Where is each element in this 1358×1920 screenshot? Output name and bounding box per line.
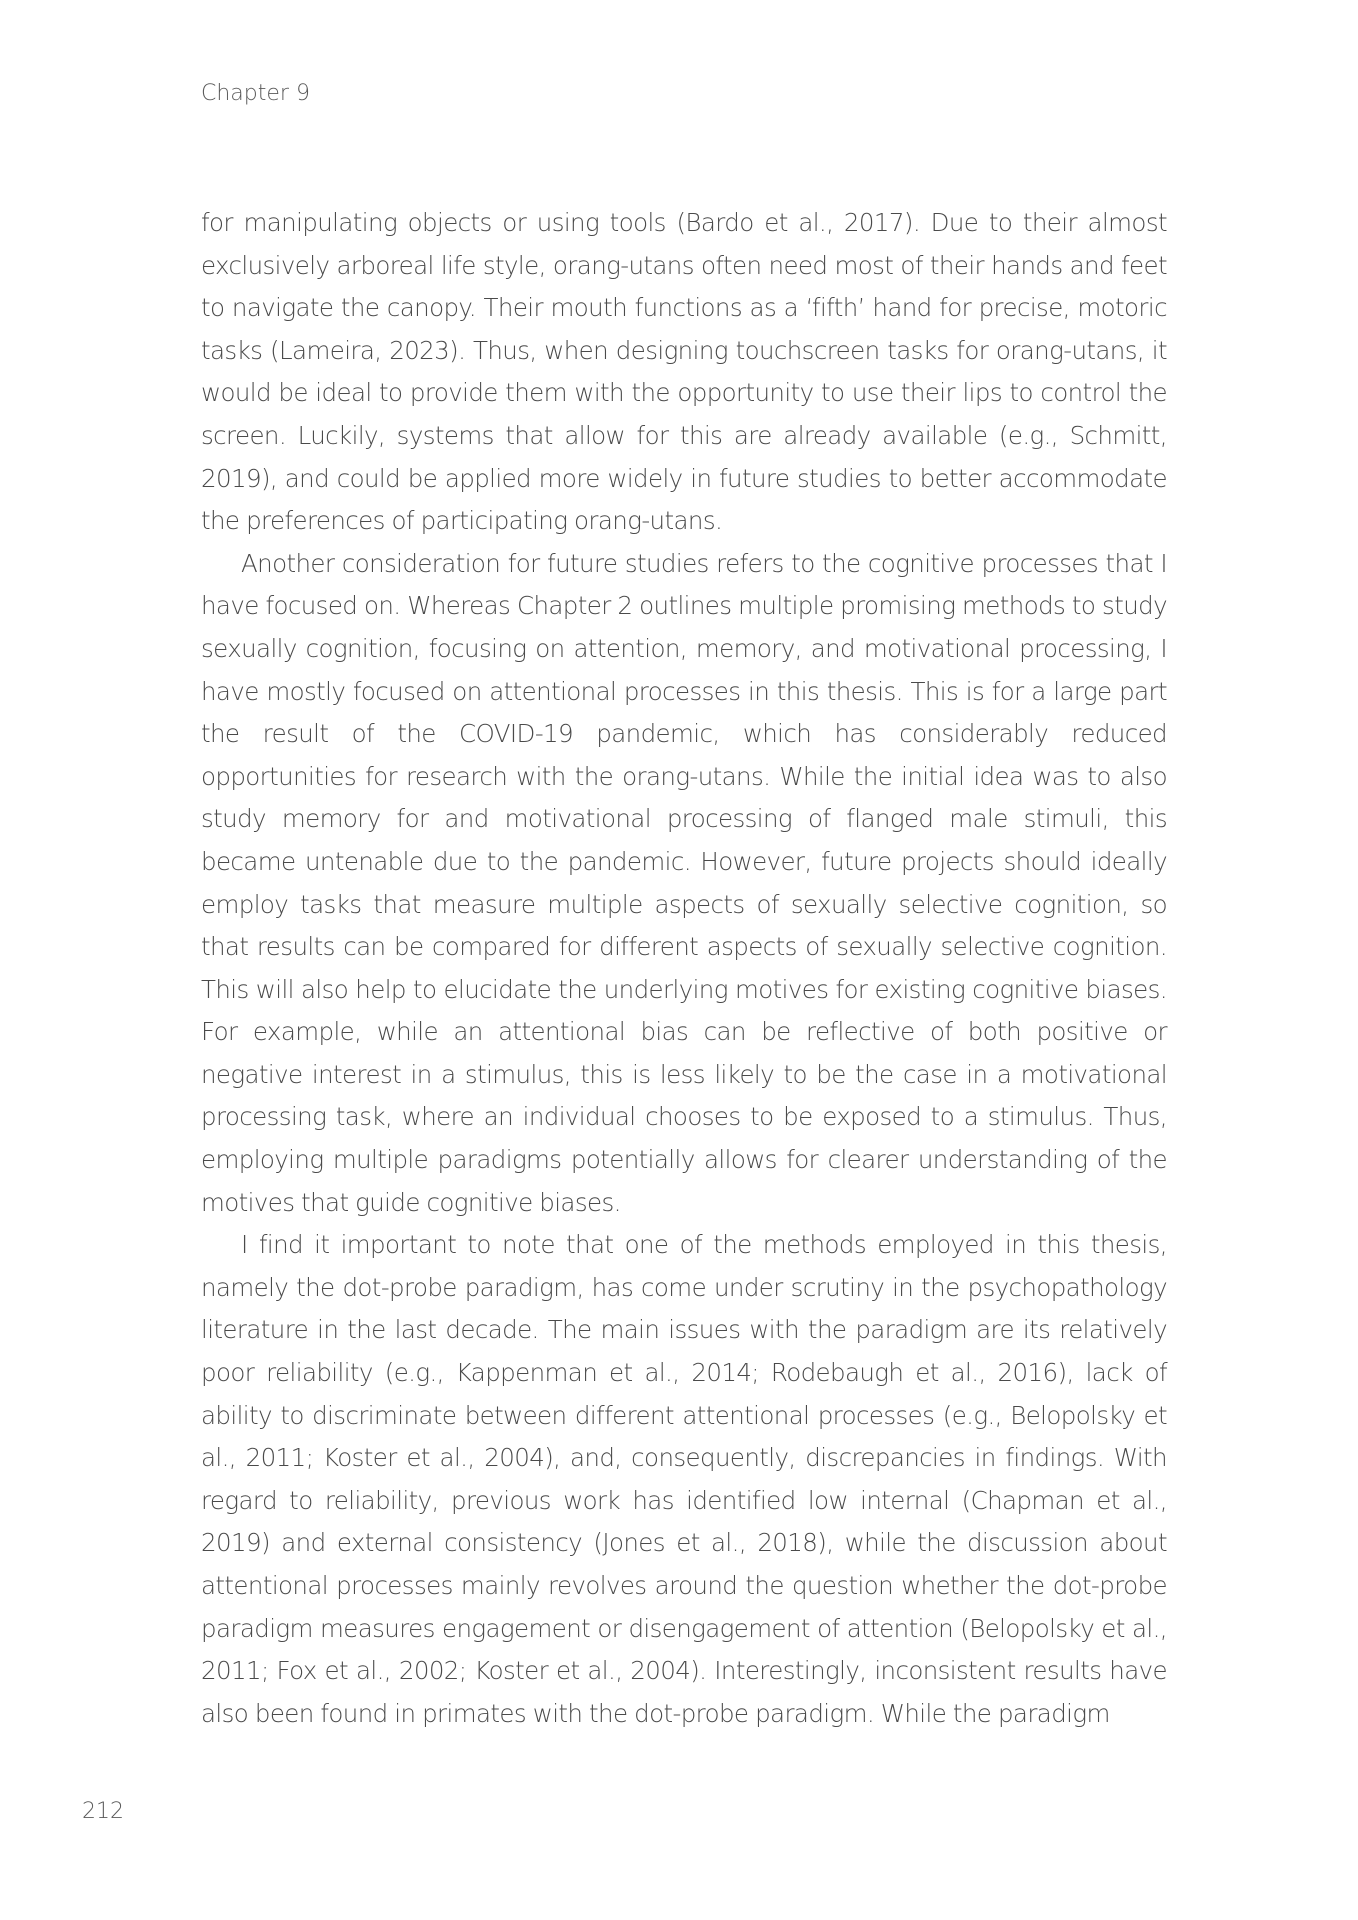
page-number: 212 [82, 1799, 124, 1824]
running-head: Chapter 9 [201, 81, 310, 106]
body-paragraph: I find it important to note that one of the methods employed in this thesis, namely the dot-probe paradigm, has come under scrutiny in the psychopathology literature in the last decade. The main issues with the paradigm are its relatively poor reliability (e.g., Kappenman et al., 2014; Rodebaugh et al., 2016), lack of ability to discriminate between different attentional processes (e.g., Belopolsky et al., 2011; Koster et al., 2004), and, consequently, discrepancies in findings. With regard to reliability, previous work has identified low internal (Chapman et al., 2019) and external consistency (Jones et al., 2018), while the discussion about attentional processes mainly revolves around the question whether the dot-probe paradigm measures engagement or disengagement of attention (Belopolsky et al., 2011; Fox et al., 2002; Koster et al., 2004). Interestingly, inconsistent results have also been found in primates with the dot-probe paradigm. While the paradigm [201, 1230, 1167, 1728]
body-paragraph: for manipulating objects or using tools (Bardo et al., 2017). Due to their almost exclusively arboreal life style, orang-utans often need most of their hands and feet to navigate the canopy. Their mouth functions as a ‘fifth’ hand for precise, motoric tasks (Lameira, 2023). Thus, when designing touchscreen tasks for orang-utans, it would be ideal to provide them with the opportunity to use their lips to control the screen. Luckily, systems that allow for this are already available (e.g., Schmitt, 2019), and could be applied more widely in future studies to better accommodate the preferences of participating orang-utans. [201, 208, 1167, 536]
page-body [201, 202, 1167, 1735]
body-paragraph: Another consideration for future studies refers to the cognitive processes that I have focused on. Whereas Chapter 2 outlines multiple promising methods to study sexually cognition, focusing on attention, memory, and motivational processing, I have mostly focused on attentional processes in this thesis. This is for a large part the result of the COVID-19 pandemic, which has considerably reduced opportunities for research with the orang-utans. While the initial idea was to also study memory for and motivational processing of flanged male stimuli, this became untenable due to the pandemic. However, future projects should ideally employ tasks that measure multiple aspects of sexually selective cognition, so that results can be compared for different aspects of sexually selective cognition. This will also help to elucidate the underlying motives for existing cognitive biases. For example, while an attentional bias can be reflective of both positive or negative interest in a stimulus, this is less likely to be the case in a motivational processing task, where an individual chooses to be exposed to a stimulus. Thus, employing multiple paradigms potentially allows for clearer understanding of the motives that guide cognitive biases. [201, 548, 1167, 1217]
